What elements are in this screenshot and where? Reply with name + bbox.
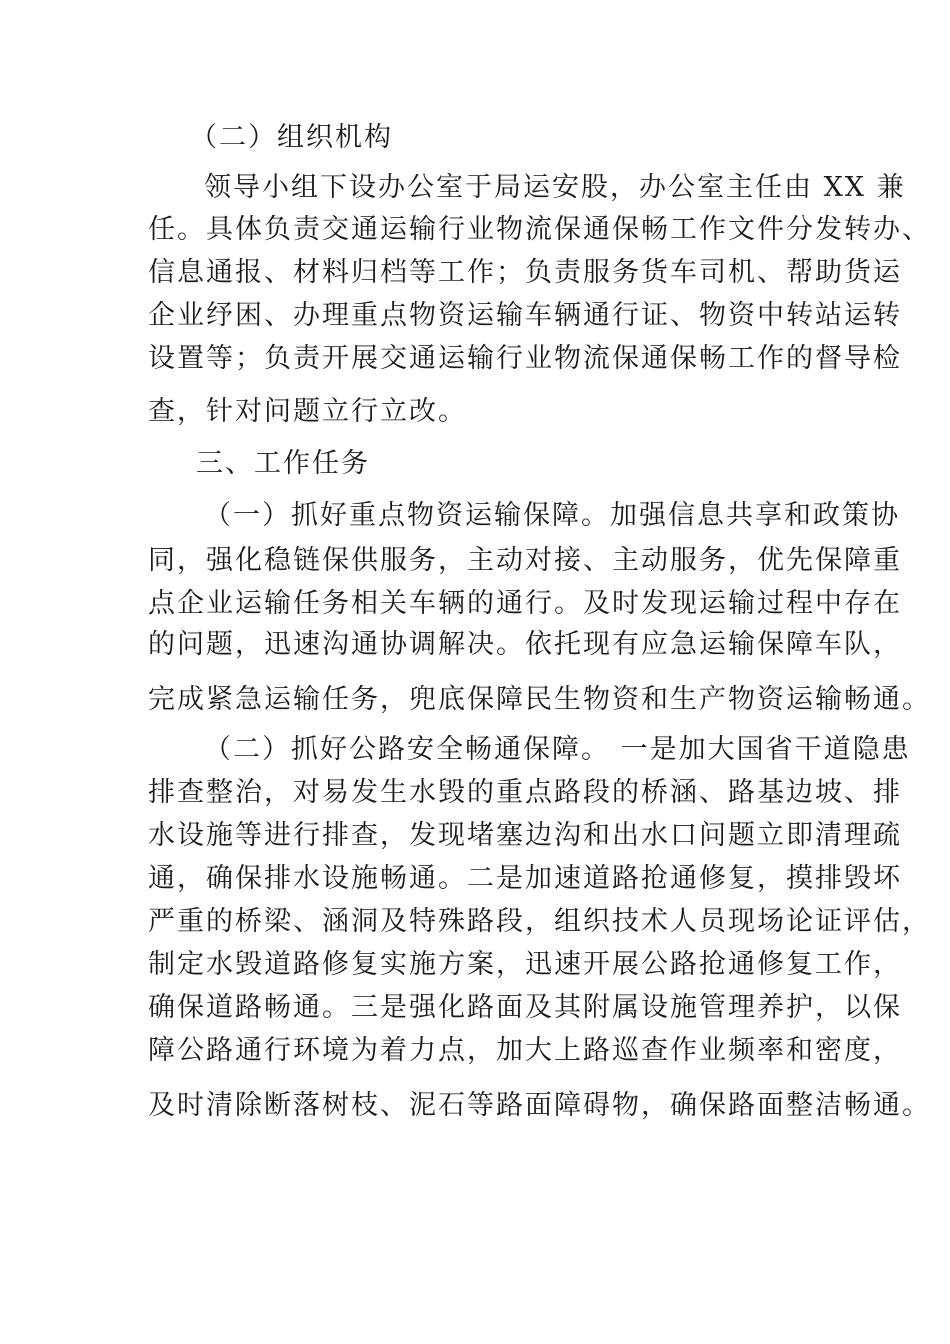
section-heading-org: （二）组织机构 [190, 122, 393, 153]
paragraph-line: （一）抓好重点物资运输保障。加强信息共享和政策协 [204, 500, 900, 531]
paragraph-line: 排查整治，对易发生水毁的重点路段的桥涵、路基边坡、排 [148, 777, 902, 808]
section-heading-tasks: 三、工作任务 [196, 448, 370, 479]
paragraph-line: 通，确保排水设施畅通。二是加速道路抢通修复，摸排毁坏 [148, 863, 902, 894]
paragraph-line: 完成紧急运输任务，兜底保障民生物资和生产物资运输畅通。 [148, 684, 931, 715]
paragraph-line: 严重的桥梁、涵洞及特殊路段，组织技术人员现场论证评估， [148, 906, 931, 937]
paragraph-line: 点企业运输任务相关车辆的通行。及时发现运输过程中存在 [148, 588, 902, 619]
paragraph-line: 水设施等进行排查，发现堵塞边沟和出水口问题立即清理疏 [148, 820, 902, 851]
paragraph-line: （二）抓好公路安全畅通保障。 一是加大国省干道隐患 [204, 734, 911, 765]
paragraph-line: 确保道路畅通。三是强化路面及其附属设施管理养护，以保 [148, 992, 902, 1023]
paragraph-line: 障公路通行环境为着力点，加大上路巡查作业频率和密度， [148, 1035, 902, 1066]
paragraph-line: 同，强化稳链保供服务，主动对接、主动服务，优先保障重 [148, 545, 902, 576]
paragraph-line: 领导小组下设办公室于局运安股，办公室主任由 XX 兼 [204, 172, 906, 203]
paragraph-line: 信息通报、材料归档等工作；负责服务货车司机、帮助货运 [148, 257, 902, 288]
paragraph-line: 及时清除断落树枝、泥石等路面障碍物，确保路面整洁畅通。 [148, 1090, 931, 1121]
paragraph-line: 设置等；负责开展交通运输行业物流保通保畅工作的督导检 [148, 343, 902, 374]
paragraph-line: 制定水毁道路修复实施方案，迅速开展公路抢通修复工作， [148, 949, 902, 980]
paragraph-line: 任。具体负责交通运输行业物流保通保畅工作文件分发转办、 [148, 214, 931, 245]
paragraph-line: 的问题，迅速沟通协调解决。依托现有应急运输保障车队， [148, 629, 902, 660]
paragraph-line: 企业纾困、办理重点物资运输车辆通行证、物资中转站运转 [148, 300, 902, 331]
paragraph-line: 查，针对问题立行立改。 [148, 396, 467, 427]
